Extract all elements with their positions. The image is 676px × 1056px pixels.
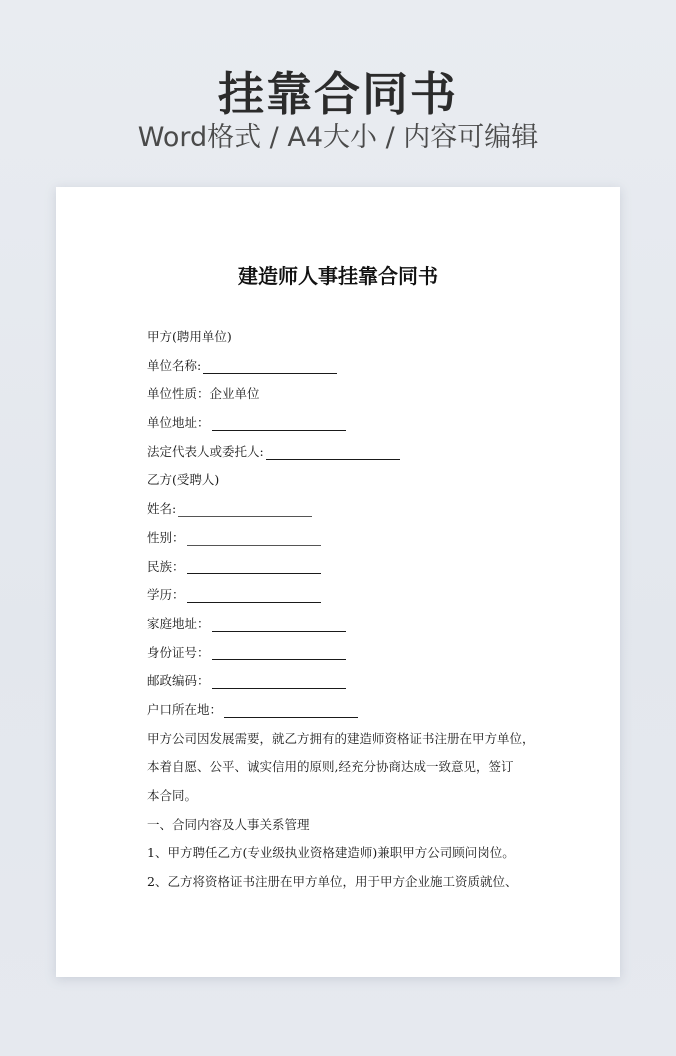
name-label: 姓名: xyxy=(147,501,177,517)
name-blank[interactable] xyxy=(178,502,312,517)
intro-paragraph-line-3 xyxy=(147,782,547,811)
clause-1-text: 1、甲方聘任乙方(专业级执业资格建造师)兼职甲方公司顾问岗位。 xyxy=(147,845,515,861)
postal-code-blank[interactable] xyxy=(212,674,346,689)
hukou-row xyxy=(147,696,547,725)
intro-text-3: 本合同。 xyxy=(147,788,198,803)
hukou-blank[interactable] xyxy=(224,703,358,718)
education-row xyxy=(147,581,547,610)
document-page xyxy=(56,187,620,977)
education-blank[interactable] xyxy=(187,588,321,603)
id-number-blank[interactable] xyxy=(212,645,346,660)
ethnicity-label: 民族： xyxy=(147,558,185,574)
party-b-heading xyxy=(147,466,547,495)
document-body xyxy=(147,323,547,897)
home-address-blank[interactable] xyxy=(212,617,346,632)
unit-address-row xyxy=(147,409,547,438)
hukou-label: 户口所在地： xyxy=(147,701,223,717)
name-row xyxy=(147,495,547,524)
legal-rep-row xyxy=(147,438,547,467)
home-address-row xyxy=(147,610,547,639)
legal-rep-blank[interactable] xyxy=(266,445,400,460)
clause-2-text: 2、乙方将资格证书注册在甲方单位，用于甲方企业施工资质就位、 xyxy=(147,874,518,890)
party-a-heading-text: 甲方(聘用单位) xyxy=(147,329,232,344)
home-address-label: 家庭地址： xyxy=(147,615,210,631)
intro-paragraph-line-2 xyxy=(147,753,547,782)
gender-label: 性别： xyxy=(147,529,185,545)
intro-text-2: 本着自愿、公平、诚实信用的原则,经充分协商达成一致意见，签订 xyxy=(147,759,514,775)
ethnicity-row xyxy=(147,553,547,582)
gender-blank[interactable] xyxy=(187,531,321,546)
party-a-heading xyxy=(147,323,547,352)
gender-row xyxy=(147,524,547,553)
document-title: 建造师人事挂靠合同书 xyxy=(238,264,438,288)
unit-name-blank[interactable] xyxy=(203,359,337,374)
id-number-row xyxy=(147,639,547,668)
banner-subtitle: Word格式 / A4大小 / 内容可编辑 xyxy=(137,122,539,153)
banner-title: 挂靠合同书 xyxy=(218,67,458,121)
unit-name-row xyxy=(147,352,547,381)
clause-2 xyxy=(147,868,547,897)
intro-text-1: 甲方公司因发展需要，就乙方拥有的建造师资格证书注册在甲方单位， xyxy=(147,730,535,746)
intro-paragraph-line-1 xyxy=(147,725,547,754)
postal-code-row xyxy=(147,667,547,696)
party-b-heading-text: 乙方(受聘人) xyxy=(147,472,220,488)
section-1-heading-text: 一、合同内容及人事关系管理 xyxy=(147,816,310,832)
unit-address-blank[interactable] xyxy=(212,416,346,431)
unit-name-label: 单位名称: xyxy=(147,357,202,373)
unit-nature-row xyxy=(147,380,547,409)
ethnicity-blank[interactable] xyxy=(187,559,321,574)
id-number-label: 身份证号： xyxy=(147,644,210,660)
legal-rep-label: 法定代表人或委托人: xyxy=(147,443,264,459)
education-label: 学历： xyxy=(147,587,185,603)
unit-nature-label: 单位性质：企业单位 xyxy=(147,386,260,402)
section-1-heading xyxy=(147,811,547,840)
clause-1 xyxy=(147,839,547,868)
unit-address-label: 单位地址： xyxy=(147,415,210,431)
postal-code-label: 邮政编码： xyxy=(147,673,210,689)
